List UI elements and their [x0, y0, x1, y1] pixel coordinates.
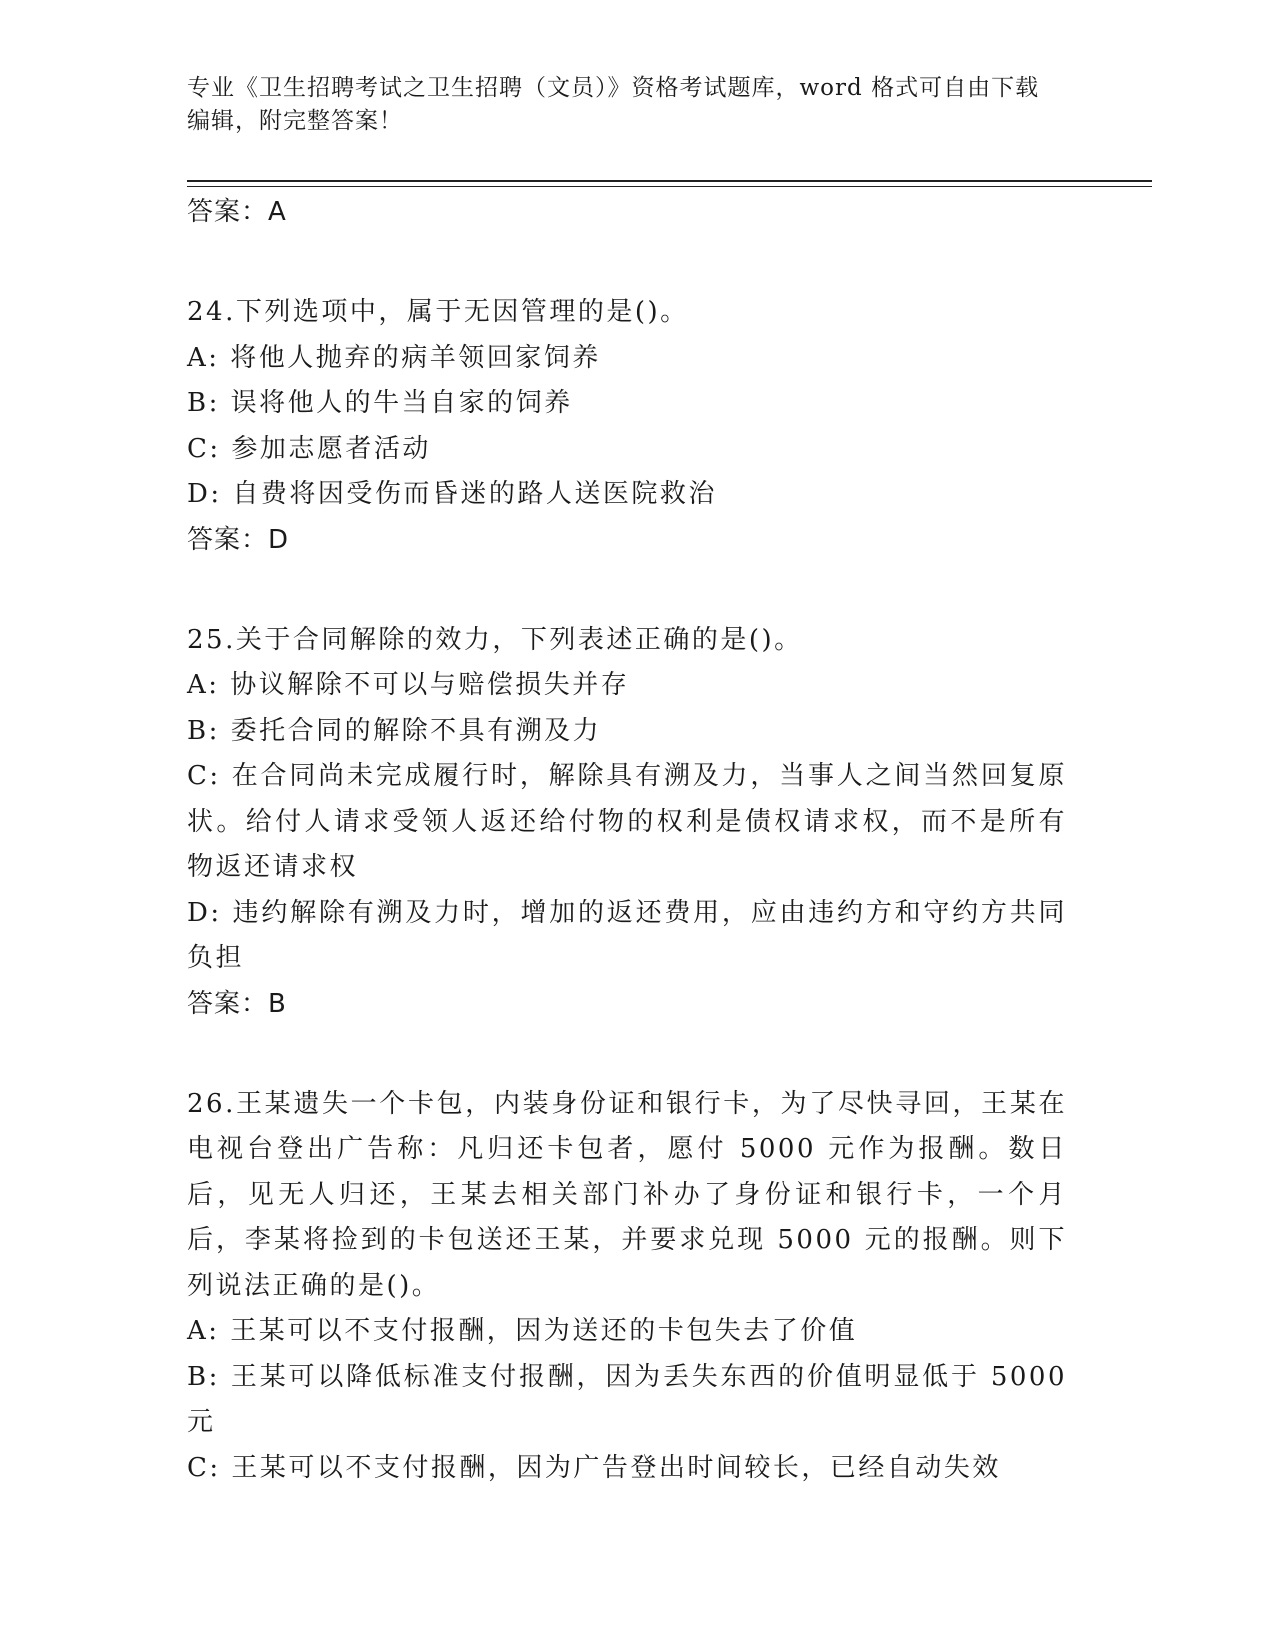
question-25: [187, 618, 1067, 1026]
header-divider-thin: [187, 186, 1152, 187]
question-stem: 24.下列选项中，属于无因管理的是()。: [187, 297, 689, 327]
option-a: A: 王某可以不支付报酬，因为送还的卡包失去了价值: [187, 1316, 858, 1346]
answer-25: 答案：B: [187, 988, 287, 1019]
option-a: A: 协议解除不可以与赔偿损失并存: [187, 670, 630, 700]
question-stem: 25.关于合同解除的效力，下列表述正确的是()。: [187, 624, 803, 655]
option-c: C: 王某可以不支付报酬，因为广告登出时间较长，已经自动失效: [187, 1452, 1001, 1483]
option-c: C: 在合同尚未完成履行时，解除具有溯及力，当事人之间当然回复原状。给付人请求受领人返还给付物的权利是债权请求权，而不是所有物返还请求权: [187, 761, 1067, 882]
answer-previous: 答案：A: [187, 197, 287, 227]
option-b: B: 委托合同的解除不具有溯及力: [187, 715, 602, 746]
option-c: C: 参加志愿者活动: [187, 433, 431, 464]
header-line-1: 专业《卫生招聘考试之卫生招聘（文员）》资格考试题库，word 格式可自由下载: [187, 75, 1040, 101]
question-stem: 26.王某遗失一个卡包，内装身份证和银行卡，为了尽快寻回，王某在电视台登出广告称：凡归还卡包者，愿付 5000 元作为报酬。数日后，见无人归还，王某去相关部门补办了身份证和银行卡，一个月后，李某将捡到的卡包送还王某，并要求兑现 5000 元的报酬。则下列说法正确的是()。: [187, 1088, 1067, 1301]
question-24: [187, 290, 1067, 562]
option-b: B: 误将他人的牛当自家的饲养: [187, 388, 573, 418]
option-d: D: 自费将因受伤而昏迷的路人送医院救治: [187, 479, 717, 509]
question-list: [187, 190, 1067, 1491]
header-line-2: 编辑，附完整答案！: [187, 108, 403, 134]
option-a: A: 将他人抛弃的病羊领回家饲养: [187, 342, 601, 373]
header-divider-thick: [187, 180, 1152, 182]
option-b: B: 王某可以降低标准支付报酬，因为丢失东西的价值明显低于 5000 元: [187, 1361, 1067, 1437]
document-header: [187, 72, 1067, 138]
option-d: D: 违约解除有溯及力时，增加的返还费用，应由违约方和守约方共同负担: [187, 897, 1067, 973]
question-26: [187, 1082, 1067, 1492]
answer-24: 答案：D: [187, 524, 290, 555]
